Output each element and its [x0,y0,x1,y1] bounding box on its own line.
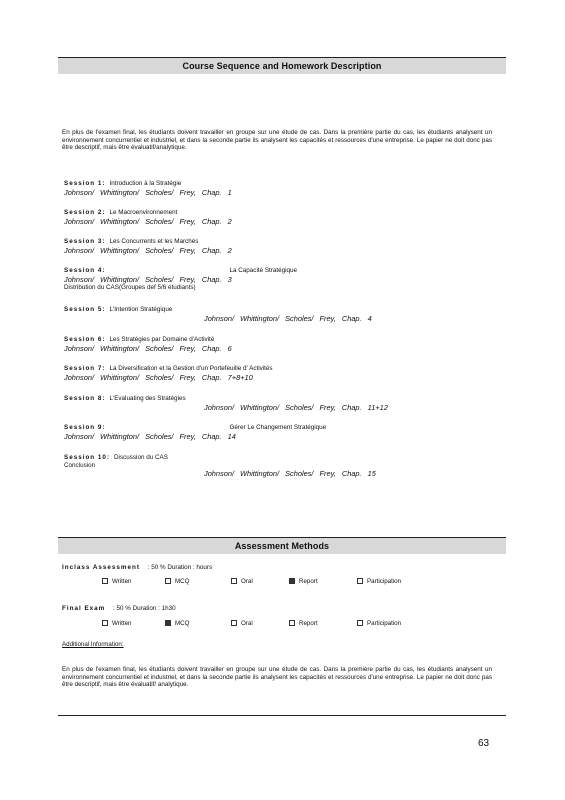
session-title: Les Stratégies par Domaine d'Activité [109,336,215,343]
inclass-option-written[interactable]: Written [102,578,131,585]
session-reference: Johnson/ Whittington/ Scholes/ Frey, Chap. 6 [64,343,232,353]
session-label: Session 1: [64,180,106,187]
session-title: Gérer Le Changement Stratégique [229,424,327,431]
session-reference: Johnson/ Whittington/ Scholes/ Frey, Chap. 1 [64,187,232,197]
checkbox-checked[interactable] [289,578,295,584]
session-6 [64,336,504,353]
session-4 [64,267,504,291]
session-label: Session 3: [64,238,106,245]
session-7 [64,365,504,382]
inclass-assessment-line [62,564,212,571]
session-label: Session 8: [64,395,106,402]
session-reference: Johnson/ Whittington/ Scholes/ Frey, Chap. 15 [204,469,376,479]
checkbox[interactable] [231,578,237,584]
assessment-heading: Assessment Methods [58,537,506,554]
checkbox[interactable] [289,620,295,626]
session-reference: Johnson/ Whittington/ Scholes/ Frey, Chap. 3 [64,274,232,284]
session-reference: Johnson/ Whittington/ Scholes/ Frey, Chap. 2 [64,216,232,226]
checkbox[interactable] [165,578,171,584]
session-title: La Capacité Stratégique [229,267,298,274]
session-title: Introduction à la Stratégie [109,180,182,187]
session-label: Session 9: [64,424,106,431]
final-option-written[interactable]: Written [102,620,131,627]
session-reference: Johnson/ Whittington/ Scholes/ Frey, Chap. 11+12 [204,402,388,412]
session-9 [64,424,504,441]
session-note: Conclusion [64,461,96,469]
session-5 [64,306,504,323]
inclass-option-participation[interactable]: Participation [357,578,401,585]
session-label: Session 7: [64,365,106,372]
session-reference: Johnson/ Whittington/ Scholes/ Frey, Chap. 7+8+10 [64,372,253,382]
additional-information-text: En plus de l'examen final, les étudiants doivent travailler en groupe sur une étude de cas. Dans la première partie du cas, les étudiants analysent un environnement concurrentiel et industriel, et dans la seconde partie ils analysent les capacités et ressources d'une entreprise. Le papier ne doit donc pas être descriptif, mais être évaluatif/ analytique. [62,666,492,689]
session-reference: Johnson/ Whittington/ Scholes/ Frey, Chap. 4 [204,313,372,323]
session-label: Session 4: [64,267,106,274]
final-exam-line [62,605,176,612]
session-label: Session 5: [64,306,106,313]
checkbox[interactable] [231,620,237,626]
inclass-assessment-details: : 50 % Duration : hours [147,564,213,571]
checkbox[interactable] [357,620,363,626]
session-title: La Diversification et la Gestion d'un Portefeuille d' Activités [109,365,273,372]
session-8 [64,395,504,412]
final-exam-label: Final Exam [62,605,106,612]
session-2 [64,209,504,226]
session-1 [64,180,504,197]
session-reference: Johnson/ Whittington/ Scholes/ Frey, Chap. 14 [64,431,236,441]
session-note: Distribution du CAS(Groupes def 5/6 étudiants) [64,283,196,291]
inclass-option-oral[interactable]: Oral [231,578,253,585]
checkbox[interactable] [357,578,363,584]
inclass-option-report[interactable]: Report [289,578,318,585]
additional-information-label: Additional Information: [62,641,124,648]
final-option-mcq[interactable]: MCQ [165,620,189,627]
session-3 [64,238,504,255]
checkbox[interactable] [102,578,108,584]
inclass-option-mcq[interactable]: MCQ [165,578,189,585]
session-title: L'Intention Stratégique [109,306,173,313]
final-option-report[interactable]: Report [289,620,318,627]
checkbox-checked[interactable] [165,620,171,626]
inclass-assessment-label: Inclass Assessment [62,564,140,571]
final-option-participation[interactable]: Participation [357,620,401,627]
session-title: L'Evaluating des Stratégies [109,395,186,402]
final-exam-details: : 50 % Duration : 1h30 [113,605,176,612]
session-10 [64,454,504,478]
bottom-divider [58,715,506,716]
checkbox[interactable] [102,620,108,626]
session-label: Session 6: [64,336,106,343]
course-intro-paragraph: En plus de l'examen final, les étudiants doivent travailler en groupe sur une étude de cas. Dans la première partie du cas, les étudiants analysent un environnement concurrentiel et industriel, et dans la seconde partie ils analysent les capacités et ressources d'une entreprise. Le papier ne doit donc pas être descriptif, mais être évaluatif/analytique. [62,129,492,152]
session-title: Le Macroenvironnement [109,209,178,216]
page-number: 63 [478,738,490,749]
session-label: Session 10: [64,454,110,461]
session-reference: Johnson/ Whittington/ Scholes/ Frey, Chap. 2 [64,245,232,255]
final-option-oral[interactable]: Oral [231,620,253,627]
session-title: Les Concurrents et les Marchés [109,238,199,245]
session-label: Session 2: [64,209,106,216]
course-sequence-heading: Course Sequence and Homework Description [58,57,506,74]
session-title: Discussion du CAS [114,454,168,461]
